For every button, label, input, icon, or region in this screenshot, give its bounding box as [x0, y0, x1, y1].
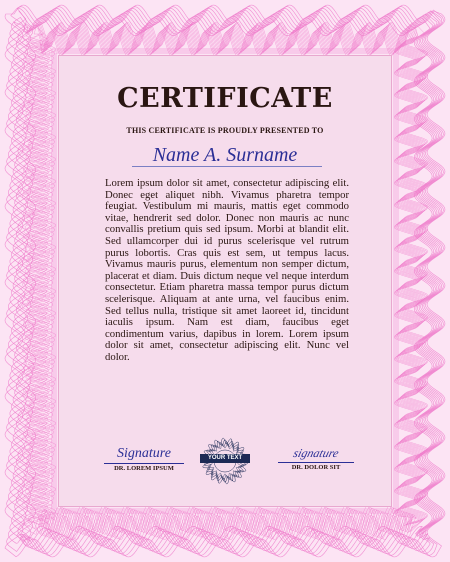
certificate-subtitle: THIS CERTIFICATE IS PROUDLY PRESENTED TO: [126, 126, 324, 135]
right-signature-script: signature: [291, 446, 341, 460]
certificate-body: Lorem ipsum dolor sit amet, consectetur adipiscing elit. Donec eget aliquet nibh. Vivamus pharetra tempor feugiat. Vestibulum mi mauris, mattis eget commodo vitae, hendrerit sed dolor. Donec non mauris ac nunc convallis pretium quis sed ipsum. Morbi at blandit elit. Sed ullamcorper dui id purus scelerisque vel rutrum purus lobortis. Cras quis est sem, ut tempus lacus. Vivamus mauris purus, elementum non semper dictum, placerat et diam. Duis dictum neque vel neque interdum consectetur. Etiam pharetra massa tempor purus dictum scelerisque. Aliquam at ante urna, vel faucibus enim. Sed tellus nulla, tristique sit amet laoreet id, tincidunt iaculis ipsum. Nam est diam, faucibus eget condimentum varius, dapibus in lorem. Lorem ipsum dolor sit amet, consectetur adipiscing elit. Nunc vel dolor.: [105, 177, 349, 363]
left-signature-script: Signature: [117, 446, 171, 461]
name-underline: [132, 166, 322, 167]
certificate-panel: [58, 55, 392, 507]
right-signature-name: DR. DOLOR SIT: [291, 464, 341, 471]
right-signature-line: [278, 462, 354, 463]
left-signature-line: [104, 463, 184, 464]
left-signature-name: DR. LOREM IPSUM: [114, 465, 174, 472]
recipient-name: Name A. Surname: [152, 144, 298, 166]
right-signature: [273, 446, 359, 471]
left-signature: [101, 446, 187, 472]
certificate-title: CERTIFICATE: [117, 83, 333, 114]
seal-text: YOUR TEXT: [200, 454, 250, 463]
